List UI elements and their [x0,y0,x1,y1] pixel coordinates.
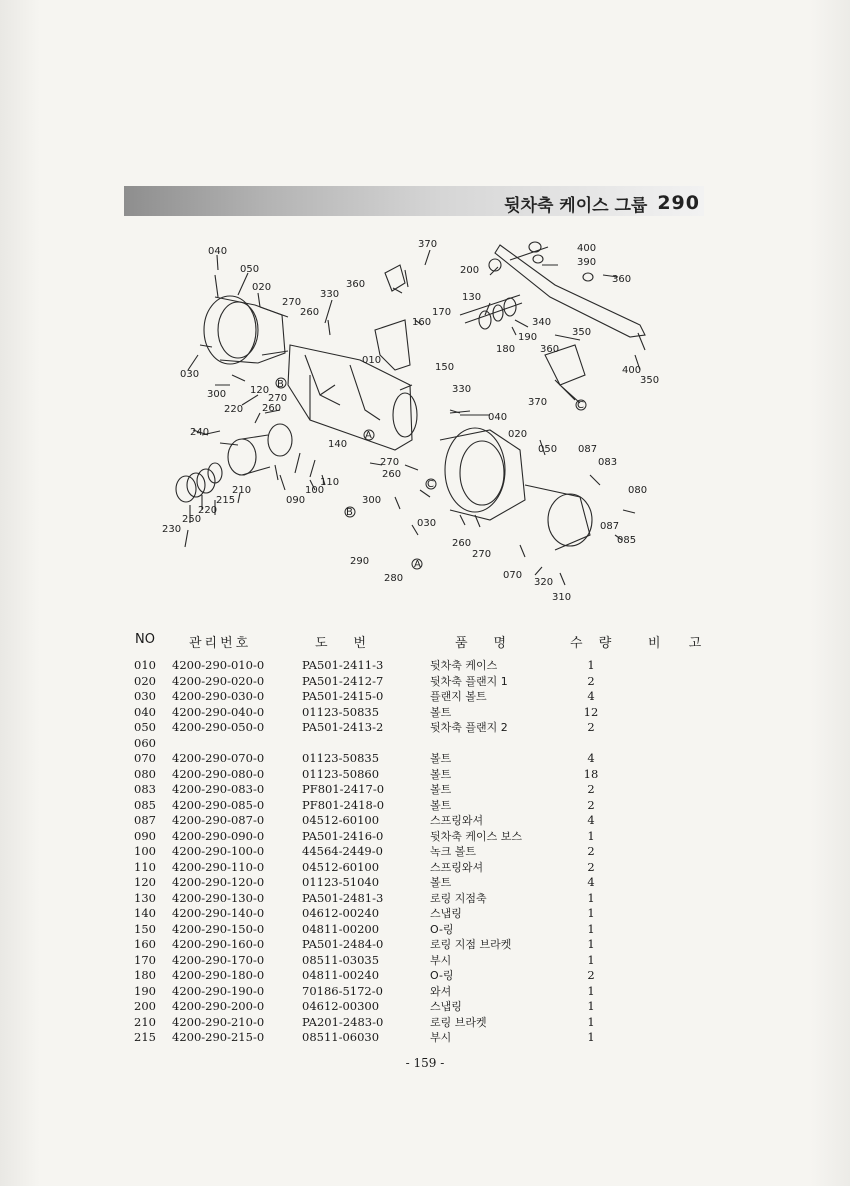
cell-no: 150 [134,921,156,936]
cell-qty: 1 [587,890,595,905]
diagram-label: 330 [320,289,340,300]
diagram-label: 040 [208,246,228,257]
cell-name: 와셔 [430,984,452,998]
cell-name: 부시 [430,1031,452,1044]
cell-no: 060 [134,735,156,750]
diagram-label: 270 [282,297,302,308]
diagram-label: 260 [300,307,320,318]
table-row [0,736,850,751]
cell-qty: 1 [587,952,595,967]
table-row [0,1015,850,1030]
diagram-label: 360 [612,274,632,285]
cell-qty: 1 [587,921,595,936]
diagram-label: 040 [488,412,508,423]
cell-code: 4200-290-087-0 [172,813,265,827]
cell-qty: 1 [587,658,595,672]
diagram-label: 320 [534,577,554,588]
cell-no: 210 [134,1014,156,1029]
diagram-label: B [277,379,284,390]
cell-code: 4200-290-040-0 [172,704,265,719]
col-header-note: 비 고 [648,636,714,651]
cell-drawing: 04612-00240 [302,906,380,920]
cell-name: O-링 [430,969,454,982]
cell-qty: 2 [587,844,595,858]
diagram-label: 350 [572,327,592,338]
part-number-labels [162,239,659,603]
table-row [0,999,850,1014]
table-row [0,720,850,735]
diagram-label: 220 [198,505,218,516]
cell-no: 100 [134,844,156,858]
cell-code: 4200-290-100-0 [172,844,265,858]
diagram-label: 370 [418,239,438,250]
cell-no: 190 [134,983,156,998]
cell-qty: 1 [587,983,595,998]
diagram-label: 250 [182,514,202,525]
cell-drawing: 08511-06030 [302,1030,380,1044]
diagram-label: 050 [538,444,558,455]
cell-code: 4200-290-030-0 [172,689,265,703]
table-row [0,705,850,720]
diagram-label: 400 [622,365,642,376]
cell-drawing: 04811-00240 [302,968,380,982]
diagram-label: 020 [508,429,528,440]
cell-name: 플랜지 볼트 [430,690,487,703]
col-header-code: 관리번호 [189,636,252,651]
group-number: 290 [657,192,700,214]
diagram-label: 370 [528,397,548,408]
diagram-label: 270 [268,393,288,404]
diagram-label: 130 [462,292,482,303]
cell-name: 로링 지점축 [430,891,487,905]
cell-code: 4200-290-050-0 [172,720,265,734]
diagram-label: 260 [382,469,402,480]
diagram-label: 160 [412,317,432,328]
cell-code: 4200-290-170-0 [172,952,265,967]
diagram-label: 190 [518,332,538,343]
cell-name: 스프링와셔 [430,814,484,827]
cell-qty: 1 [587,906,595,920]
cell-qty: 4 [587,751,595,765]
cell-drawing: 01123-50860 [302,766,380,781]
table-row [0,813,850,828]
cell-no: 020 [134,673,156,688]
cell-drawing: 08511-03035 [302,952,380,967]
cell-no: 085 [134,797,156,812]
cell-code: 4200-290-090-0 [172,828,265,843]
diagram-label: A [365,430,372,441]
cell-drawing: PA501-2411-3 [302,658,384,672]
cell-name: 볼트 [430,783,452,796]
cell-name: 로링 지점 브라켓 [430,938,512,951]
cell-drawing: PA501-2412-7 [302,673,384,688]
col-header-qty: 수 량 [570,636,618,651]
cell-drawing: PA501-2484-0 [302,937,384,951]
cell-drawing: PA501-2415-0 [302,689,384,703]
diagram-label: 080 [628,485,648,496]
col-header-drawing: 도 번 [315,636,367,651]
cell-code: 4200-290-020-0 [172,673,265,688]
diagram-label: 270 [380,457,400,468]
cell-qty: 1 [587,937,595,951]
cell-qty: 1 [587,1030,595,1044]
cell-no: 180 [134,968,156,982]
col-header-name: 품 명 [455,636,507,651]
cell-qty: 2 [587,782,595,796]
diagram-label: 210 [232,485,252,496]
diagram-label: 140 [328,439,348,450]
cell-no: 170 [134,952,156,967]
diagram-label: 180 [496,344,516,355]
table-row [0,689,850,704]
cell-code: 4200-290-080-0 [172,766,265,781]
cell-no: 050 [134,720,156,734]
table-row [0,751,850,766]
table-row [0,829,850,844]
exploded-parts-diagram [160,235,660,610]
diagram-label: 030 [180,369,200,380]
cell-code: 4200-290-200-0 [172,999,265,1013]
cell-qty: 18 [583,766,599,781]
cell-no: 090 [134,828,156,843]
diagram-label: 083 [598,457,618,468]
cell-drawing: PA501-2413-2 [302,720,384,734]
diagram-label: 300 [207,389,227,400]
diagram-label: 230 [162,524,182,535]
cell-name: 뒷차축 플랜지 1 [430,674,508,688]
diagram-label: 260 [452,538,472,549]
cell-name: 뒷차축 케이스 보스 [430,829,523,843]
diagram-label: 280 [384,573,404,584]
page-number: - 159 - [405,1056,445,1070]
table-row [0,1030,850,1045]
cell-code: 4200-290-215-0 [172,1030,265,1044]
cell-qty: 1 [587,828,595,843]
cell-no: 140 [134,906,156,920]
cell-code: 4200-290-083-0 [172,782,265,796]
cell-drawing: 01123-50835 [302,704,380,719]
cell-no: 120 [134,875,156,889]
cell-code: 4200-290-210-0 [172,1014,265,1029]
cell-no: 215 [134,1030,156,1044]
table-row [0,798,850,813]
cell-no: 030 [134,689,156,703]
cell-code: 4200-290-120-0 [172,875,265,889]
cell-code: 4200-290-070-0 [172,751,265,765]
cell-drawing: 44564-2449-0 [302,844,383,858]
cell-name: 볼트 [430,752,452,765]
diagram-label: 310 [552,592,572,603]
diagram-label: C [427,479,434,490]
cell-name: 볼트 [430,876,452,889]
table-row [0,658,850,673]
diagram-label: 020 [252,282,272,293]
table-row [0,984,850,999]
cell-code: 4200-290-110-0 [172,859,265,874]
diagram-label: 390 [577,257,597,268]
diagram-label: 030 [417,518,437,529]
cell-qty: 2 [587,968,595,982]
diagram-label: 087 [600,521,620,532]
diagram-label: 220 [224,404,244,415]
cell-drawing: 04512-60100 [302,859,380,874]
cell-no: 130 [134,890,156,905]
diagram-label: C [577,400,584,411]
cell-name: O-링 [430,922,454,936]
cell-name: 뒷차축 케이스 [430,659,498,672]
diagram-label: 400 [577,243,597,254]
cell-qty: 2 [587,720,595,734]
cell-qty: 4 [587,689,595,703]
cell-name: 볼트 [430,767,452,781]
cell-qty: 4 [587,875,595,889]
diagram-label: 200 [460,265,480,276]
table-row [0,922,850,937]
diagram-label: 090 [286,495,306,506]
link-arm [495,245,645,337]
cell-code: 4200-290-085-0 [172,797,265,812]
cell-qty: 12 [583,704,599,719]
diagram-label: 290 [350,556,370,567]
diagram-label: 010 [362,355,382,366]
diagram-label: 120 [250,385,270,396]
diagram-label: 050 [240,264,260,275]
table-row [0,860,850,875]
cell-drawing: PA501-2481-3 [302,890,384,905]
diagram-label: 260 [262,403,282,414]
cell-drawing: 01123-50835 [302,751,380,765]
cell-no: 110 [134,859,156,874]
table-row [0,844,850,859]
cell-code: 4200-290-010-0 [172,658,265,672]
diagram-label: 330 [452,384,472,395]
right-flange-housing [445,428,505,512]
diagram-label: 300 [362,495,382,506]
cell-drawing: 04512-60100 [302,813,380,827]
diagram-label: 240 [190,427,210,438]
parts-table-header [133,632,718,652]
diagram-label: 360 [540,344,560,355]
table-row [0,891,850,906]
table-row [0,782,850,797]
cell-drawing: 01123-51040 [302,875,380,889]
cell-name: 스프링와셔 [430,860,484,874]
diagram-label: 170 [432,307,452,318]
diagram-label: A [414,559,421,570]
diagram-drawing [160,235,660,610]
diagram-label: 087 [578,444,598,455]
cell-drawing: PA501-2416-0 [302,828,384,843]
cell-no: 040 [134,704,156,719]
cell-name: 녹크 볼트 [430,845,477,858]
diagram-label: 360 [346,279,366,290]
cell-no: 080 [134,766,156,781]
cell-qty: 1 [587,999,595,1013]
cell-name: 스냅링 [430,1000,462,1013]
cell-no: 083 [134,782,156,796]
cell-drawing: 04612-00300 [302,999,380,1013]
cell-qty: 2 [587,859,595,874]
cell-code: 4200-290-180-0 [172,968,265,982]
cell-name: 로링 브라켓 [430,1015,487,1029]
diagram-label: 100 [305,485,325,496]
cell-drawing: PF801-2418-0 [302,797,385,812]
cell-no: 200 [134,999,156,1013]
table-row [0,937,850,952]
cell-code: 4200-290-190-0 [172,983,265,998]
cell-no: 010 [134,658,156,672]
cell-code: 4200-290-150-0 [172,921,265,936]
section-header [504,190,700,216]
cell-qty: 2 [587,673,595,688]
cell-no: 160 [134,937,156,951]
diagram-label: 350 [640,375,660,386]
cell-name: 볼트 [430,705,452,719]
diagram-label: 340 [532,317,552,328]
cell-name: 볼트 [430,798,452,812]
table-row [0,953,850,968]
section-title: 뒷차축 케이스 그룹 [504,195,648,216]
cell-no: 070 [134,751,156,765]
cell-drawing: 04811-00200 [302,921,380,936]
diagram-label: 110 [320,477,340,488]
cell-name: 부시 [430,953,452,967]
cell-code: 4200-290-160-0 [172,937,265,951]
diagram-label: 070 [503,570,523,581]
diagram-label: B [346,507,353,518]
cell-code: 4200-290-130-0 [172,890,265,905]
diagram-label: 085 [617,535,637,546]
cell-qty: 2 [587,797,595,812]
diagram-label: 270 [472,549,492,560]
cell-code: 4200-290-140-0 [172,906,265,920]
table-row [0,674,850,689]
diagram-label: 150 [435,362,455,373]
cell-qty: 4 [587,813,595,827]
cell-name: 스냅링 [430,907,462,920]
col-header-no: NO [135,632,155,647]
table-row [0,968,850,983]
table-row [0,906,850,921]
table-row [0,875,850,890]
diagram-label: 215 [216,495,236,506]
cell-qty: 1 [587,1014,595,1029]
cell-drawing: 70186-5172-0 [302,983,383,998]
cell-drawing: PA201-2483-0 [302,1014,384,1029]
table-row [0,767,850,782]
cell-drawing: PF801-2417-0 [302,782,385,796]
cell-name: 뒷차축 플랜지 2 [430,721,508,734]
cell-no: 087 [134,813,156,827]
